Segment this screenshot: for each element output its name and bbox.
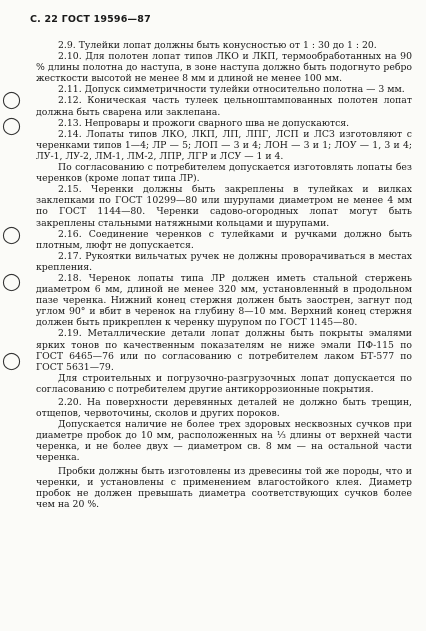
margin-circle-mark: ◯ <box>2 272 22 292</box>
document-body <box>36 40 412 510</box>
paragraph-2-9: 2.9. Тулейки лопат должны быть конусностью от 1 : 30 до 1 : 20. <box>58 40 377 51</box>
paragraph-2-10: 2.10. Для полотен лопат типов ЛКО и ЛКП, термообработанных на 90 % длины полотна до наступа, в зоне наступа должно быть подогнуто ребро жесткости высотой не менее 8 мм и длиной не менее 100 мм. <box>36 51 412 85</box>
paragraph-2-17: 2.17. Рукоятки вильчатых ручек не должны проворачиваться в местах крепления. <box>36 250 412 273</box>
paragraph-2-16: 2.16. Соединение черенков с тулейками и ручками должно быть плотным, люфт не допускается. <box>36 228 412 251</box>
margin-circle-mark: ◯ <box>2 116 22 136</box>
margin-circle-mark: ◯ <box>2 351 22 371</box>
paragraph-2-12: 2.12. Коническая часть тулеек цельноштампованных полотен лопат должна быть сварена или заклепана. <box>36 95 412 118</box>
paragraph-2-19: 2.19. Металлические детали лопат должны быть покрыты эмалями ярких тонов по качественным показателям не ниже эмали ПФ-115 по ГОСТ 6465—76 или по согласованию с потребителем лаком БТ-577 по ГОСТ 5631—79. <box>36 328 412 373</box>
margin-circle-mark: ◯ <box>2 225 22 245</box>
paragraph-2-20: 2.20. На поверхности деревянных деталей не должно быть трещин, отщепов, червоточины, сколов и других пороков. <box>36 397 412 420</box>
paragraph-2-20-note-1: Допускается наличие не более трех здоровых несквозных сучков при диаметре пробок до 10 мм, расположенных на ⅓ длины от верхней части черенка, и не более двух — диаметром св. 8 мм — на остальной части черенка. <box>36 419 412 464</box>
paragraph-2-13: 2.13. Непровары и прожоги сварного шва не допускаются. <box>58 117 350 129</box>
paragraph-2-14-note: По согласованию с потребителем допускается изготовлять лопаты без черенков (кроме лопат типа ЛР). <box>36 162 412 185</box>
paragraph-2-20-note-2: Пробки должны быть изготовлены из древесины той же породы, что и черенки, и установлены с применением влагостойкого клея. Диаметр пробок не должен превышать диаметра соответствующих сучков более чем на 20 %. <box>36 465 412 510</box>
margin-circle-mark: ◯ <box>2 90 22 110</box>
paragraph-2-11: 2.11. Допуск симметричности тулейки относительно полотна — 3 мм. <box>58 84 405 96</box>
paragraph-2-14: 2.14. Лопаты типов ЛКО, ЛКП, ЛП, ЛПГ, ЛСП и ЛСЗ изготовляют с черенками типов 1—4; ЛР — 5; ЛОП — 3 и 4; ЛОН — 3 и 1; ЛОУ — 1, 3 и 4; ЛУ-1, ЛУ-2, ЛМ-1, ЛМ-2, ЛПР, ЛГР и ЛСУ — 1 и 4. <box>36 128 412 162</box>
paragraph-2-15: 2.15. Черенки должны быть закреплены в тулейках и вилках заклепками по ГОСТ 10299—80 или шурупами диаметром не менее 4 мм по ГОСТ 1144—80. Черенки садово-огородных лопат могут быть закреплены стальными натяжными кольцами и шурупами. <box>36 184 412 229</box>
paragraph-2-18: 2.18. Черенок лопаты типа ЛР должен иметь стальной стержень диаметром 6 мм, длиной не менее 320 мм, установленный в продольном пазе черенка. Нижний конец стержня должен быть заострен, загнут под углом 90° и вбит в черенок на глубину 8—10 мм. Верхний конец стержня должен быть прикреплен к черенку шурупом по ГОСТ 1145—80. <box>36 272 412 329</box>
page-header: С. 22 ГОСТ 19596—87 <box>30 14 151 25</box>
paragraph-2-19-note: Для строительных и погрузочно-разгрузочных лопат допускается по согласованию с потребителем другие антикоррозионные покрытия. <box>36 372 412 395</box>
